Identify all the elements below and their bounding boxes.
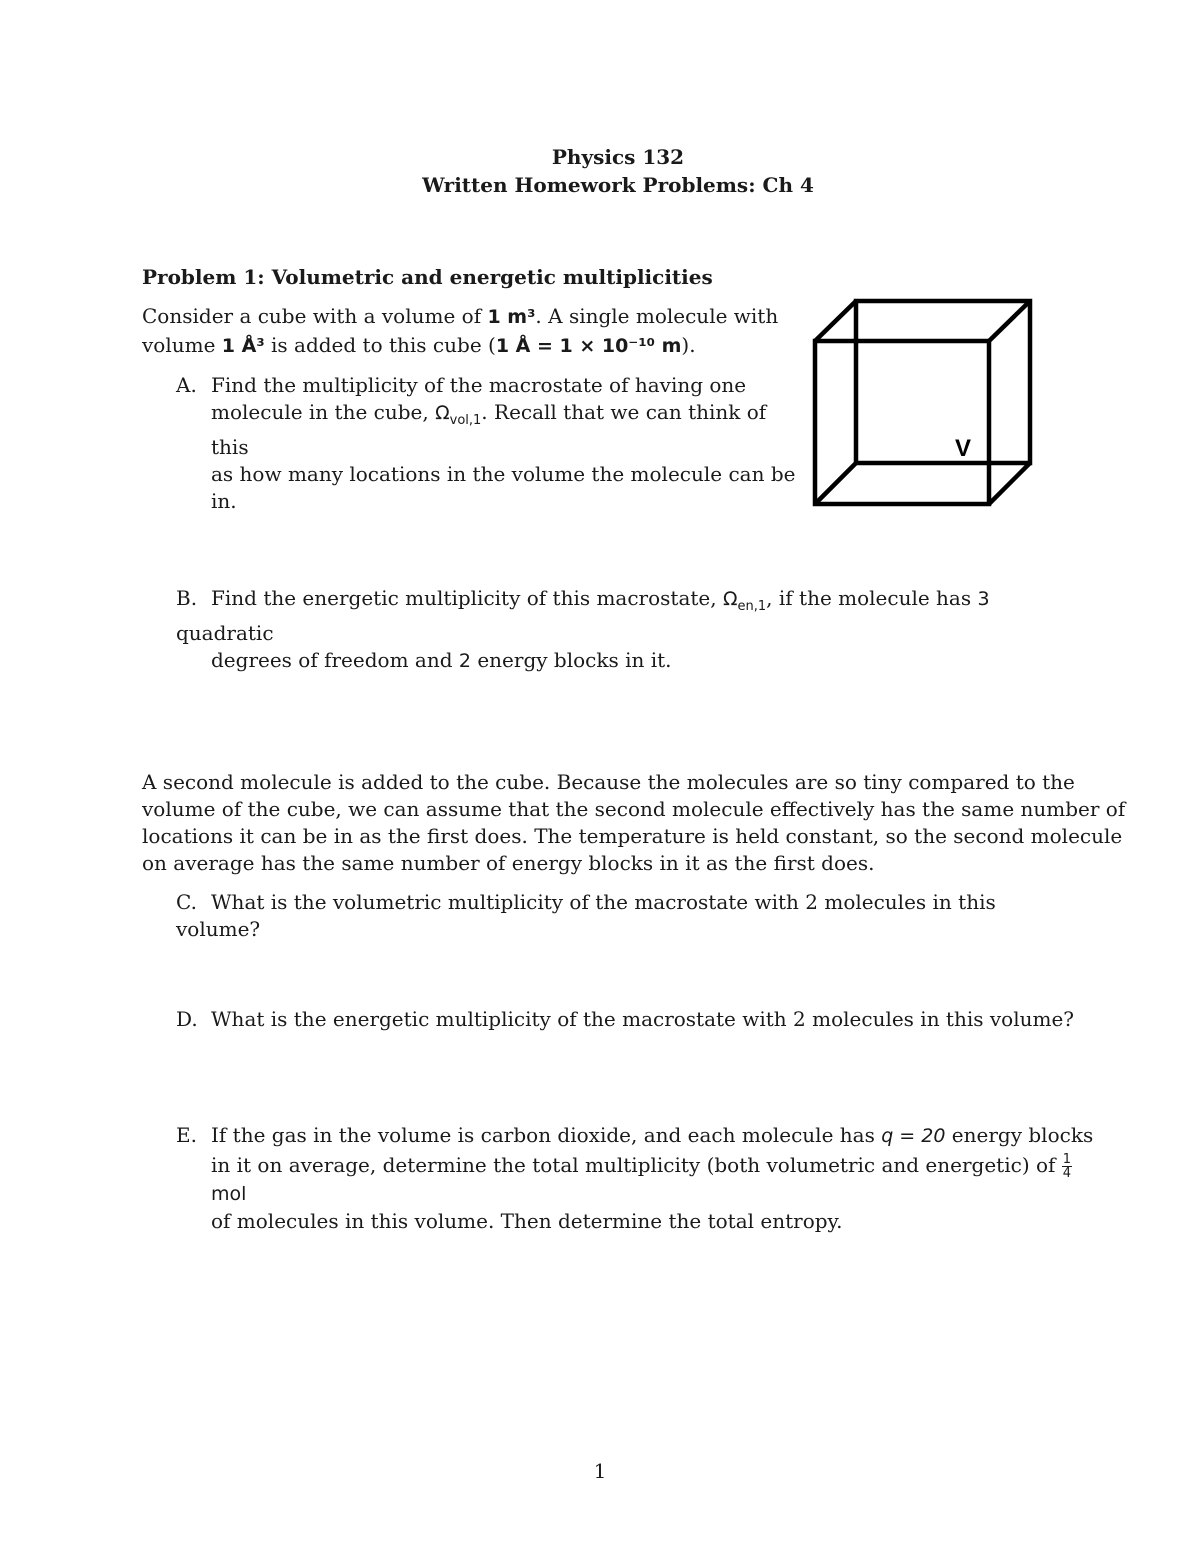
part-c bbox=[176, 889, 1076, 943]
part-b bbox=[176, 585, 1076, 675]
part-e-text: energy blocks bbox=[945, 1123, 1094, 1147]
part-letter: B. bbox=[176, 586, 198, 610]
second-intro-line: locations it can be in as the first does. The temperature is held constant, so the second molecule bbox=[142, 824, 1123, 848]
intro-text: volume bbox=[142, 333, 222, 357]
degrees-of-freedom: 3 bbox=[977, 588, 990, 610]
part-b-text: degrees of freedom and bbox=[211, 647, 459, 672]
intro-line-1 bbox=[142, 303, 778, 331]
part-a-line-1 bbox=[176, 372, 796, 399]
part-letter: D. bbox=[176, 1007, 198, 1031]
part-e bbox=[176, 1122, 1096, 1235]
course-title: Physics 132 bbox=[551, 145, 685, 169]
part-e-line-3: of molecules in this volume. Then determine the total entropy. bbox=[211, 1209, 843, 1233]
second-intro-line: A second molecule is added to the cube. Because the molecules are so tiny compared to the bbox=[142, 770, 1075, 794]
part-e-line-2 bbox=[176, 1152, 1096, 1208]
document-subtitle: Written Homework Problems: Ch 4 bbox=[422, 173, 814, 197]
part-b-text: Find the energetic multiplicity of this macrostate, bbox=[211, 586, 723, 610]
q-expression: q = 20 bbox=[881, 1125, 946, 1147]
intro-text: Consider a cube with a volume of bbox=[142, 304, 488, 328]
page-number: 1 bbox=[593, 1459, 607, 1483]
part-b-line-2 bbox=[176, 647, 1076, 675]
part-d-text: What is the energetic multiplicity of the macrostate with 2 molecules in this volume? bbox=[211, 1007, 1075, 1031]
volume-label: V bbox=[954, 435, 972, 462]
part-a-text: . Recall that we can think of this bbox=[211, 400, 767, 459]
fraction-numerator: 1 bbox=[1062, 1152, 1072, 1167]
part-b-text: , if the molecule has bbox=[766, 586, 978, 610]
part-c-text: What is the volumetric multiplicity of the macrostate with 2 molecules in this volume? bbox=[176, 890, 996, 941]
part-letter: C. bbox=[176, 890, 197, 914]
quarter-fraction bbox=[1062, 1153, 1072, 1180]
part-b-text: quadratic bbox=[176, 620, 274, 645]
part-a-text: Find the multiplicity of the macrostate of having one bbox=[211, 373, 747, 397]
mol-unit: mol bbox=[211, 1183, 247, 1205]
angstrom-conversion: 1 Å = 1 × 10⁻¹⁰ m bbox=[495, 335, 682, 357]
part-e-text: in it on average, determine the total multiplicity (both volumetric and energetic) of bbox=[211, 1153, 1062, 1177]
part-letter: A. bbox=[176, 373, 197, 397]
omega-en-symbol: $\Omega_{en,1}$ bbox=[722, 588, 767, 614]
part-b-line-1 bbox=[176, 585, 1076, 647]
part-e-line-1 bbox=[176, 1122, 1096, 1150]
cube-volume: 1 m³ bbox=[487, 306, 536, 328]
part-e-text: If the gas in the volume is carbon dioxide, and each molecule has bbox=[211, 1123, 882, 1147]
part-a-text: molecule in the cube, bbox=[211, 400, 436, 424]
part-d bbox=[176, 1006, 1076, 1033]
molecule-volume: 1 Å³ bbox=[221, 335, 265, 357]
intro-text: ). bbox=[681, 333, 696, 357]
intro-text: . A single molecule with bbox=[535, 304, 779, 328]
intro-line-2 bbox=[142, 332, 696, 360]
part-a-line-3: as how many locations in the volume the molecule can be in. bbox=[211, 461, 796, 513]
part-a-line-2 bbox=[176, 399, 796, 461]
part-a bbox=[176, 372, 796, 515]
cube-figure bbox=[809, 294, 1039, 512]
fraction-denominator: 4 bbox=[1062, 1166, 1072, 1181]
problem-heading: Problem 1: Volumetric and energetic multiplicities bbox=[142, 265, 713, 289]
omega-vol-symbol: $\Omega_{vol,1}$ bbox=[435, 402, 482, 428]
intro-text: is added to this cube ( bbox=[264, 333, 496, 357]
part-letter: E. bbox=[176, 1123, 197, 1147]
part-b-text: energy blocks in it. bbox=[470, 647, 672, 672]
second-intro-line: volume of the cube, we can assume that the second molecule effectively has the same number of bbox=[142, 797, 1126, 821]
second-intro-line: on average has the same number of energy blocks in it as the first does. bbox=[142, 851, 875, 875]
energy-blocks: 2 bbox=[458, 649, 471, 672]
